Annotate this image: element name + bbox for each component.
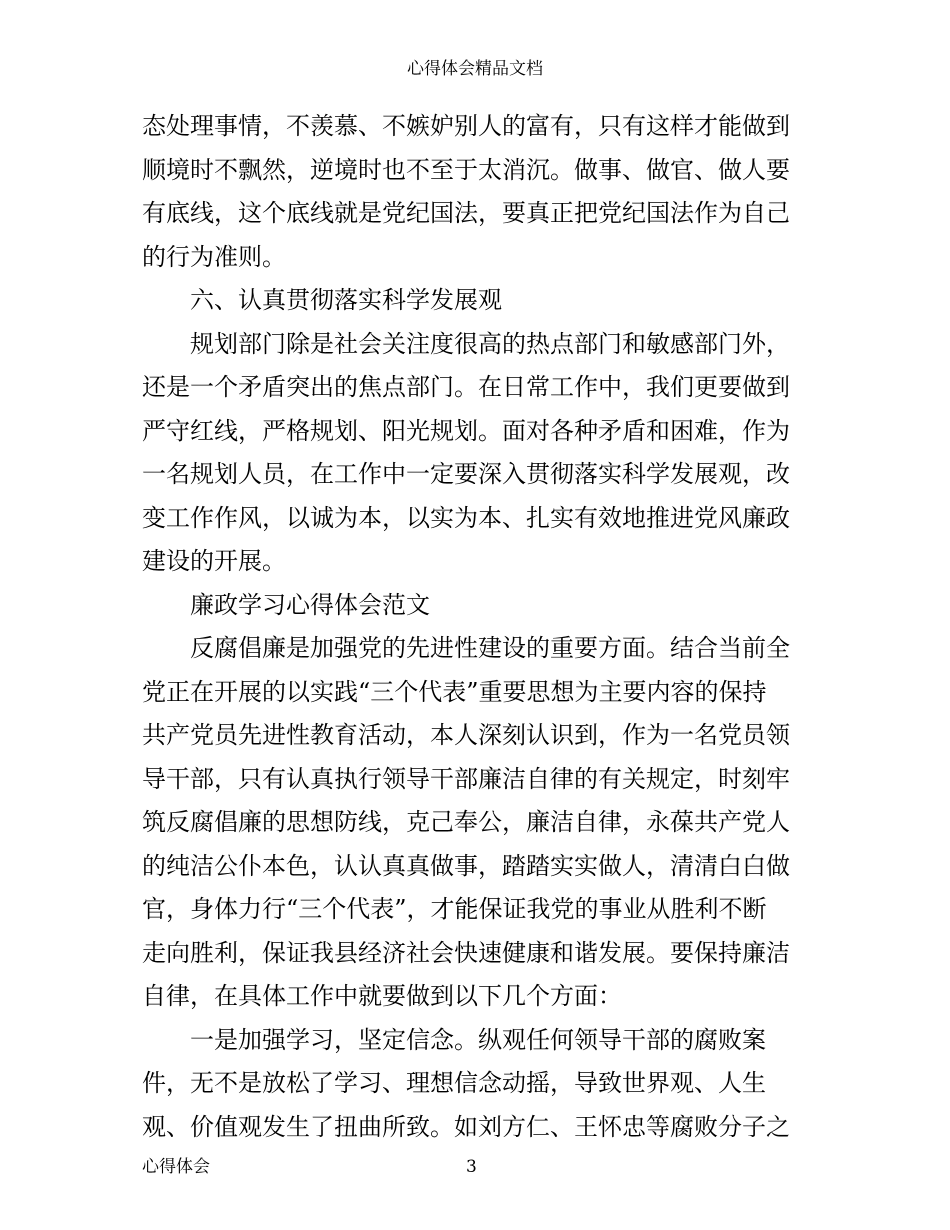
article-title: 廉政学习心得体会范文 xyxy=(190,590,430,619)
text-line: 党正在开展的以实践“三个代表”重要思想为主要内容的保持 xyxy=(142,677,767,706)
text-line: 的行为准则。 xyxy=(142,242,286,271)
text-line: 顺境时不飘然，逆境时也不至于太消沉。做事、做官、做人要 xyxy=(142,155,790,184)
text-line: 共产党员先进性教育活动，本人深刻认识到，作为一名党员领 xyxy=(142,721,790,749)
text-line: 态处理事情，不羡慕、不嫉妒别人的富有，只有这样才能做到 xyxy=(142,112,790,140)
text-line: 筑反腐倡廉的思想防线，克己奉公，廉洁自律，永葆共产党人 xyxy=(142,808,790,836)
text-line: 官，身体力行“三个代表”，才能保证我党的事业从胜利不断 xyxy=(142,895,767,923)
text-line: 观、价值观发生了扭曲所致。如刘方仁、王怀忠等腐败分子之 xyxy=(142,1112,790,1141)
page-number: 3 xyxy=(466,1157,477,1177)
text-line: 导干部，只有认真执行领导干部廉洁自律的有关规定，时刻牢 xyxy=(142,764,790,793)
text-line: 变工作作风，以诚为本，以实为本、扎实有效地推进党风廉政 xyxy=(142,503,790,532)
page-header: 心得体会精品文档 xyxy=(407,59,543,79)
text-line: 有底线，这个底线就是党纪国法，要真正把党纪国法作为自己 xyxy=(142,199,790,227)
text-line: 的纯洁公仆本色，认认真真做事，踏踏实实做人，清清白白做 xyxy=(142,851,790,880)
document-body xyxy=(142,105,812,1149)
paragraph-start-line: 反腐倡廉是加强党的先进性建设的重要方面。结合当前全 xyxy=(190,634,790,662)
text-line: 建设的开展。 xyxy=(142,547,286,575)
section-heading: 六、认真贯彻落实科学发展观 xyxy=(190,286,502,314)
paragraph-start-line: 规划部门除是社会关注度很高的热点部门和敏感部门外， xyxy=(190,329,790,358)
paragraph-start-line: 一是加强学习，坚定信念。纵观任何领导干部的腐败案 xyxy=(190,1025,766,1054)
text-line: 走向胜利，保证我县经济社会快速健康和谐发展。要保持廉洁 xyxy=(142,938,790,967)
text-line: 一名规划人员，在工作中一定要深入贯彻落实科学发展观，改 xyxy=(142,460,790,488)
text-line: 自律，在具体工作中就要做到以下几个方面： xyxy=(142,982,622,1010)
text-line: 严守红线，严格规划、阳光规划。面对各种矛盾和困难，作为 xyxy=(142,416,790,445)
text-line: 件，无不是放松了学习、理想信念动摇，导致世界观、人生 xyxy=(142,1069,766,1097)
footer-label: 心得体会 xyxy=(142,1157,210,1177)
text-line: 还是一个矛盾突出的焦点部门。在日常工作中，我们更要做到 xyxy=(142,373,790,401)
